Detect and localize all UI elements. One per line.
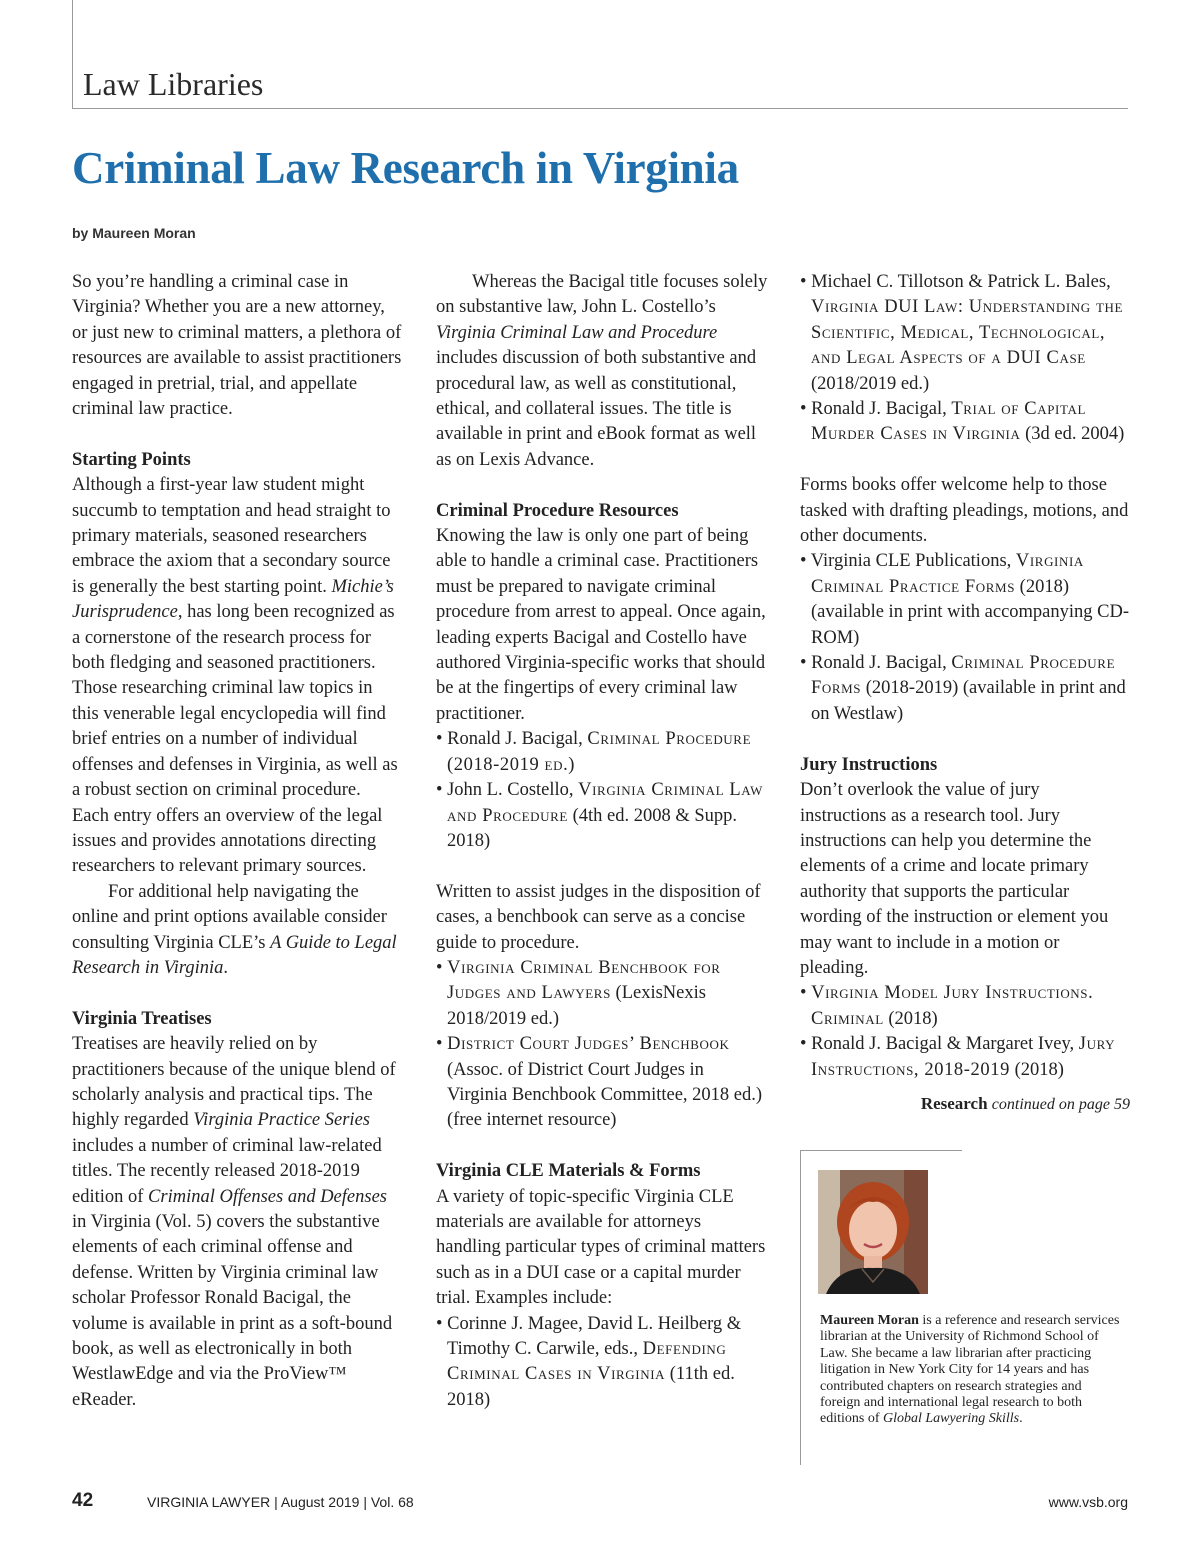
bullet-item: • Virginia Model Jury Instructions. Criminal (2018) (800, 983, 1094, 1029)
whereas-paragraph: Whereas the Bacigal title focuses solely on substantive law, John L. Costello’s Virginia Criminal Law and Procedure includes discussion of both substantive and procedural law, as well as constitutional, ethical, and collateral issues. The title is available in print and eBook format as well as on Lexis Advance. (436, 272, 768, 470)
continued-note: Research continued on page 59 (920, 1093, 1130, 1113)
byline: by Maureen Moran (72, 225, 196, 241)
starting-points-paragraph: Although a first-year law student might succumb to temptation and head straight to primary materials, seasoned researchers embrace the axiom that a secondary source is generally the best starting point. Michie’s Jurisprudence, has long been recognized as a cornerstone of the research process for both fledging and seasoned practitioners. Those researching criminal law topics in this venerable legal encyclopedia will find brief entries on a number of individual offenses and defenses in Virginia, as well as a robust section on criminal procedure. Each entry offers an overview of the legal issues and provides annotations directing researchers to relevant primary sources. (72, 475, 398, 877)
bullet-item: • Ronald J. Bacigal, Trial of Capital Murder Cases in Virginia (3d ed. 2004) (800, 399, 1125, 445)
work-title: Virginia DUI Law: Understanding the Scientific, Medical, Technological, and Legal Aspects of a DUI Case (811, 297, 1124, 369)
intro-paragraph: So you’re handling a criminal case in Virginia? Whether you are a new attorney, or just new to criminal matters, a plethora of resources are available to assist practitioners engaged in pretrial, trial, and appellate criminal law practice. (72, 272, 402, 420)
heading-criminal-procedure-resources: Criminal Procedure Resources (436, 500, 679, 521)
work-title: Criminal Procedure (2018-2019 ed.) (447, 729, 752, 775)
bullet-item: • Ronald J. Bacigal, Criminal Procedure Forms (2018-2019) (available in print and on Westlaw) (800, 653, 1126, 724)
magazine-info: VIRGINIA LAWYER | August 2019 | Vol. 68 (147, 1494, 414, 1510)
benchbook-list (436, 956, 768, 1134)
work-title: Jury Instructions, 2018-2019 (811, 1034, 1116, 1080)
bullet-item: • Michael C. Tillotson & Patrick L. Bales, Virginia DUI Law: Understanding the Scientific, Medical, Technological, and Legal Aspects of a DUI Case (2018/2019 ed.) (800, 272, 1124, 394)
jury-list (800, 981, 1130, 1083)
forms-paragraph: Forms books offer welcome help to those tasked with drafting pleadings, motions, and other documents. (800, 475, 1129, 547)
bullet-item: • Ronald J. Bacigal, Criminal Procedure (2018-2019 ed.) (436, 729, 752, 775)
procedure-list (436, 727, 768, 854)
work-title: Virginia Model Jury Instructions. Criminal (811, 983, 1094, 1029)
column-2 (436, 270, 768, 1413)
bullet-item: • Virginia Criminal Benchbook for Judges and Lawyers (LexisNexis 2018/2019 ed.) (436, 957, 721, 1029)
jury-paragraph: Don’t overlook the value of jury instructions as a research tool. Jury instructions can help you determine the elements of a crime and locate primary authority that supports the particular wording of the instruction or element you may want to include in a motion or pleading. (800, 780, 1109, 978)
column-3 (800, 270, 1130, 1117)
work-title: District Court Judges’ Benchbook (447, 1034, 730, 1055)
header-vertical-rule (72, 0, 73, 108)
work-title: Virginia Criminal Benchbook for Judges and Lawyers (447, 957, 721, 1004)
section-label: Law Libraries (83, 66, 264, 102)
heading-jury-instructions: Jury Instructions (800, 754, 938, 775)
benchbook-paragraph: Written to assist judges in the disposition of cases, a benchbook can serve as a concise guide to procedure. (436, 881, 761, 953)
bio-box-rule-horizontal (800, 1150, 962, 1151)
work-title: Defending Criminal Cases in Virginia (447, 1339, 727, 1385)
procedure-paragraph: Knowing the law is only one part of being able to handle a criminal case. Practitioners must be prepared to navigate criminal procedure from arrest to appeal. Once again, leading experts Bacigal and Costello have authored Virginia-specific works that should be at the fingertips of every criminal law practitioner. (436, 526, 766, 724)
heading-virginia-cle-materials: Virginia CLE Materials & Forms (436, 1161, 701, 1182)
bullet-item: • Ronald J. Bacigal & Margaret Ivey, Jury Instructions, 2018-2019 (2018) (800, 1034, 1116, 1080)
website-link[interactable]: www.vsb.org (1048, 1494, 1128, 1510)
work-title: Virginia Criminal Law and Procedure (447, 780, 764, 826)
cle-paragraph: A variety of topic-specific Virginia CLE materials are available for attorneys handling particular types of criminal matters such as in a DUI case or a capital murder trial. Examples include: (436, 1186, 766, 1309)
treatises-paragraph: Treatises are heavily relied on by practitioners because of the unique blend of scholarly analysis and practical tips. The highly regarded Virginia Practice Series includes a number of criminal law-related titles. The recently released 2018-2019 edition of Criminal Offenses and Defenses in Virginia (Vol. 5) covers the substantive elements of each criminal offense and defense. Written by Virginia criminal law scholar Professor Ronald Bacigal, the volume is available in print as a soft-bound book, as well as electronically in both WestlawEdge and via the ProView™ eReader. (72, 1034, 396, 1410)
author-bio: Maureen Moran is a reference and research services librarian at the University of Richmond School of Law. She became a law librarian after practicing litigation in New York City for 14 years and has contributed chapters on research strategies and foreign and international legal research to both editions of Global Lawyering Skills. (820, 1313, 1120, 1427)
cle-list (436, 1312, 768, 1414)
forms-list (800, 549, 1130, 727)
heading-starting-points: Starting Points (72, 449, 191, 470)
additional-help-paragraph: For additional help navigating the online and print options available consider consulting Virginia CLE’s A Guide to Legal Research in Virginia. (72, 881, 397, 978)
work-title: Virginia Criminal Practice Forms (811, 551, 1084, 597)
author-photo (818, 1170, 928, 1294)
work-title: Criminal Procedure Forms (811, 653, 1116, 699)
heading-virginia-treatises: Virginia Treatises (72, 1008, 212, 1029)
page-number: 42 (72, 1490, 94, 1511)
work-title: Trial of Capital Murder Cases in Virginia (811, 399, 1087, 445)
bullet-item: • District Court Judges’ Benchbook (Assoc. of District Court Judges in Virginia Benchbook Committee, 2018 ed.) (free internet resource) (436, 1034, 763, 1131)
bullet-item: • John L. Costello, Virginia Criminal Law and Procedure (4th ed. 2008 & Supp. 2018) (436, 780, 764, 851)
bullet-item: • Corinne J. Magee, David L. Heilberg & Timothy C. Carwile, eds., Defending Criminal Cases in Virginia (11th ed. 2018) (436, 1313, 742, 1410)
article-title: Criminal Law Research in Virginia (72, 143, 739, 193)
column-1 (72, 270, 402, 1413)
dui-capital-list (800, 270, 1130, 448)
bullet-item: • Virginia CLE Publications, Virginia Criminal Practice Forms (2018) (available in print with accompanying CD-ROM) (800, 551, 1130, 648)
bio-box-rule-vertical (800, 1150, 801, 1465)
header-rule (72, 108, 1128, 109)
